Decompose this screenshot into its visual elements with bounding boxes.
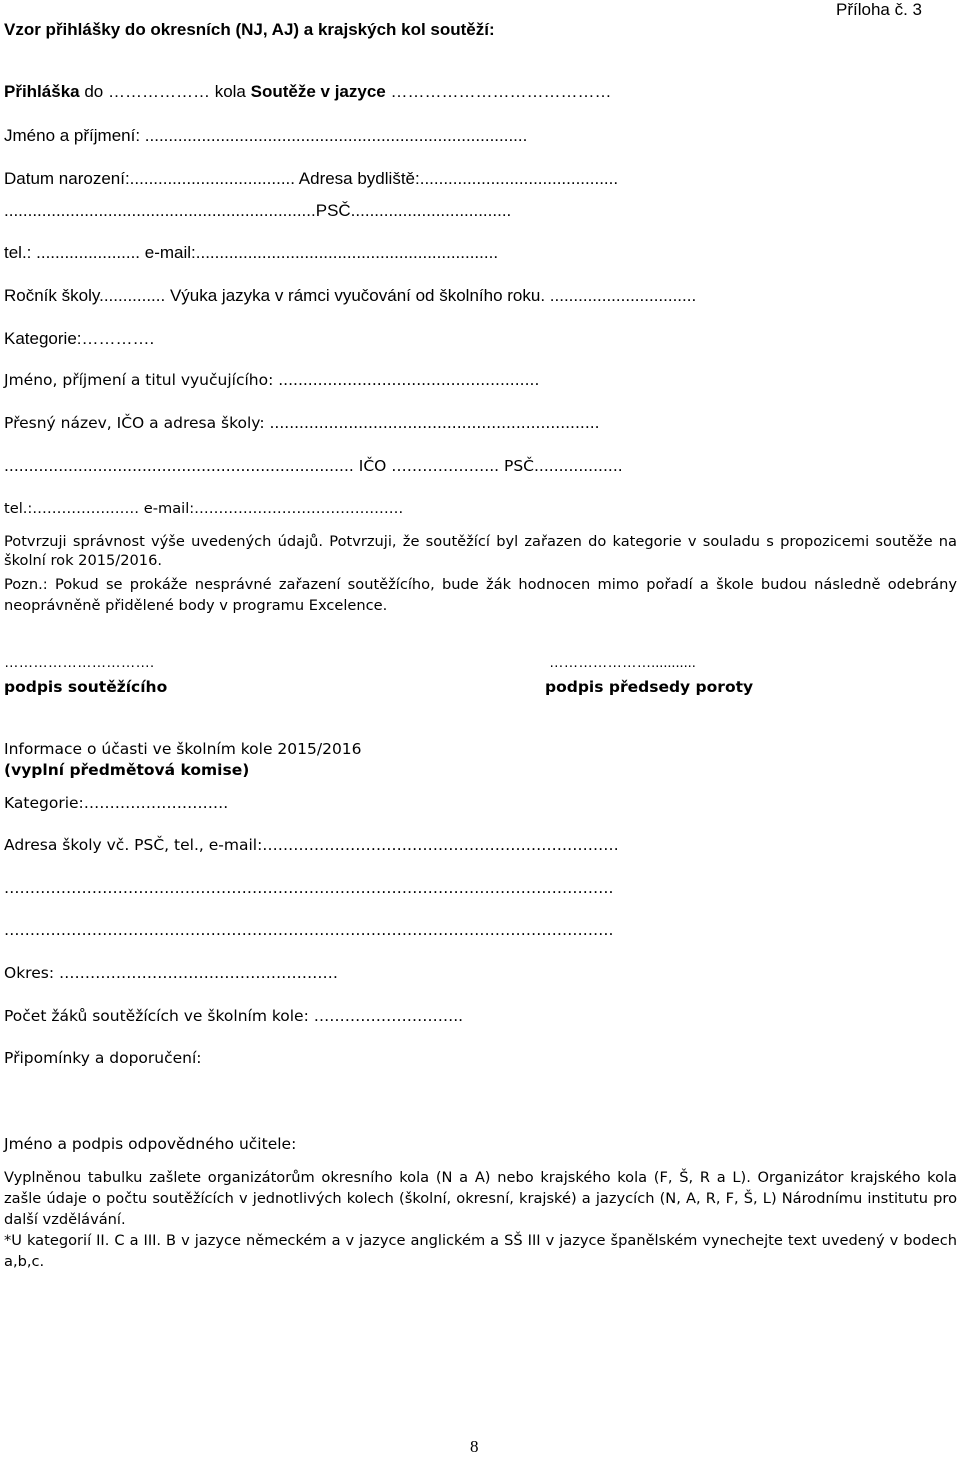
birth-address-line: Datum narození:................................... Adresa bydliště:.......................................... bbox=[4, 169, 619, 188]
school-round-subheading: (vyplní předmětová komise) bbox=[4, 761, 250, 779]
entry-line bbox=[4, 82, 611, 102]
confirmation-text: Potvrzuji správnost výše uvedených údajů. Potvrzuji, že soutěžící byl zařazen do kategorie v souladu s propozicemi soutěže na školní rok 2015/2016. bbox=[4, 533, 957, 569]
address-continuation-line: ..................................................................PSČ.................................. bbox=[4, 201, 512, 220]
school-round-address-dots-2: ………………………………………………………………………………………………………. bbox=[4, 921, 614, 939]
teacher-line: Jméno, příjmení a titul vyučujícího: ..................................................... bbox=[4, 371, 540, 389]
school-contact-line: tel.:…………….…… e-mail:……………………………………. bbox=[4, 500, 404, 517]
document-title: Vzor přihlášky do okresních (NJ, AJ) a krajských kol soutěží: bbox=[4, 20, 495, 39]
note-body: : Pokud se prokáže nesprávné zařazení soutěžícího, bude žák hodnocen mimo pořadí a škole budou následně odebrány neoprávněně přidělené body v programu Excelence. bbox=[4, 576, 957, 614]
school-round-heading: Informace o účasti ve školním kole 2015/2016 bbox=[4, 740, 362, 758]
school-round-address-dots-1: ………………………………………………………………………………………………………. bbox=[4, 879, 614, 897]
grade-line: Ročník školy.............. Výuka jazyka v rámci vyučování od školního roku. ............................... bbox=[4, 286, 697, 305]
school-round-address: Adresa školy vč. PSČ, tel., e-mail:…………………………………………………………… bbox=[4, 836, 619, 854]
school-round-count: Počet žáků soutěžících ve školním kole: ……………………….. bbox=[4, 1007, 464, 1025]
school-line: Přesný název, IČO a adresa školy: ................................................................... bbox=[4, 414, 600, 432]
note-text bbox=[4, 574, 957, 616]
instructions-text: Vyplněnou tabulku zašlete organizátorům okresního kola (N a A) nebo krajského kola (F, Š, R a L). Organizátor krajského kola zašle údaje o počtu soutěžících v jednotlivých kolech (školní, okresní, krajské) a jazycích (N, A, R, F, Š, L) Národnímu institutu pro další vzdělávání. bbox=[4, 1169, 957, 1228]
entry-title: Přihláška bbox=[4, 82, 80, 101]
contestant-signature-line: …………………………. bbox=[4, 655, 154, 671]
jury-signature-line: …………………........... bbox=[549, 655, 696, 671]
contact-line: tel.: ...................... e-mail:................................................................ bbox=[4, 243, 499, 262]
school-round-district: Okres: ……………………………………………… bbox=[4, 964, 338, 982]
category-note-text: *U kategorií II. C a III. B v jazyce německém a v jazyce anglickém a SŠ III v jazyce španělském vynechejte text uvedený v bodech a,b,c. bbox=[4, 1232, 957, 1270]
appendix-label: Příloha č. 3 bbox=[836, 0, 922, 19]
note-label: Pozn. bbox=[4, 576, 43, 593]
school-round-category: Kategorie:………………………. bbox=[4, 794, 229, 812]
responsible-teacher-line: Jméno a podpis odpovědného učitele: bbox=[4, 1135, 297, 1153]
entry-competition: Soutěže v jazyce bbox=[250, 82, 386, 101]
contestant-signature-label: podpis soutěžícího bbox=[4, 678, 168, 696]
school-round-remarks: Připomínky a doporučení: bbox=[4, 1049, 202, 1067]
school-continuation-line: ....................................................................... IČO ………………... PSČ.................. bbox=[4, 457, 623, 475]
page-number: 8 bbox=[470, 1437, 479, 1456]
category-line: Kategorie:…………. bbox=[4, 329, 155, 348]
jury-signature-label: podpis předsedy poroty bbox=[545, 678, 754, 696]
name-field-line: Jméno a příjmení: ................................................................................. bbox=[4, 126, 528, 145]
entry-language: ………………………………… bbox=[385, 82, 612, 101]
entry-round: do ……………… kola bbox=[79, 82, 251, 101]
